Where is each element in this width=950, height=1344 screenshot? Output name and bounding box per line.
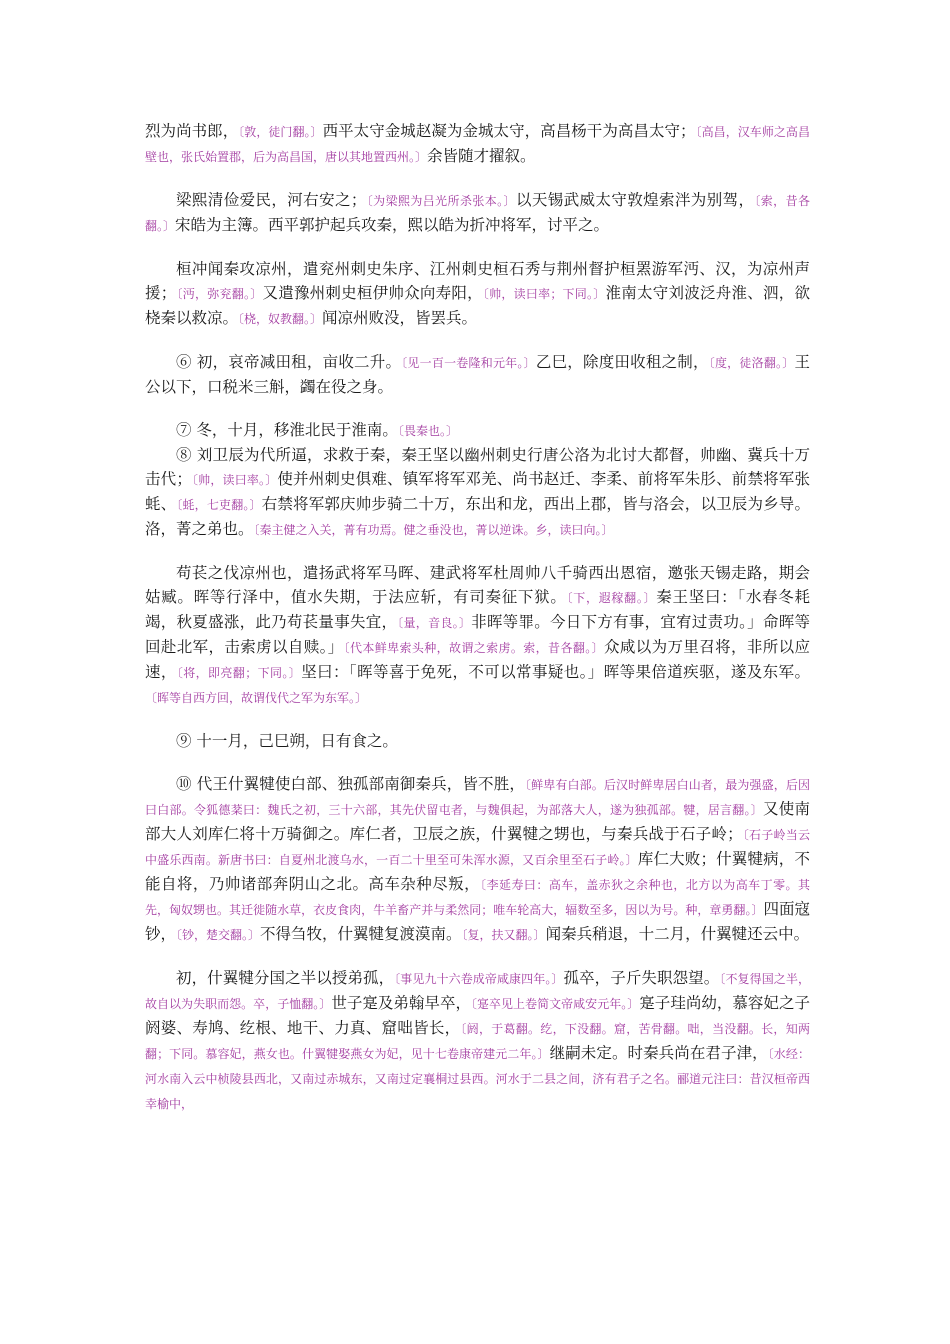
main-text: 四面寇钞， [145, 900, 810, 943]
main-text: 孤卒，子斤失职怨望。 [563, 969, 720, 987]
annotation-note: 〔事见九十六卷成帝咸康四年。〕 [394, 972, 564, 986]
annotation-note: 〔李延寿曰：高车，盖赤狄之余种也，北方以为高车丁零。其先，匈奴甥也。其迁徙随水草，衣皮食肉，牛羊畜产并与柔然同；唯车轮高大，辐数至多，因以为号。种，章勇翻。〕 [145, 878, 810, 917]
annotation-note: 〔阏，于葛翻。纥，下没翻。窟，苦骨翻。咄，当没翻。长，知两翻；下同。慕容妃，燕女也。什翼犍娶燕女为妃，见十七卷康帝建元二年。〕 [145, 1022, 810, 1061]
main-text: ⑥ 初，哀帝减田租，亩收二升。 [176, 353, 402, 371]
main-text: 乙巳，除度田收租之制， [535, 353, 709, 371]
paragraph [145, 188, 810, 238]
paragraph [145, 772, 810, 947]
annotation-note: 〔石子岭当云中盛乐西南。新唐书曰：自夏州北渡乌水，一百二十里至可朱浑水源，又百余里至石子岭。〕 [145, 828, 810, 867]
annotation-note: 〔不复得国之半，故自以为失职而怨。卒，子恤翻。〕 [145, 972, 810, 1011]
main-text: 坚曰：「晖等喜于免死，不可以常事疑也。」晖等果倍道疾驱，遂及东军。 [301, 663, 810, 681]
main-text: ⑨ 十一月，己巳朔，日有食之。 [176, 732, 398, 750]
annotation-note: 〔帅，读曰率。〕 [191, 473, 278, 487]
main-text: 使并州刺史俱难、镇军将军邓羌、尚书赵迁、李柔、前将军朱肜、前禁将军张蚝、 [145, 470, 810, 513]
paragraph [145, 443, 810, 542]
annotation-note: 〔索，昔各翻。〕 [145, 194, 810, 233]
paragraph [145, 119, 810, 169]
annotation-note: 〔晖等自西方回，故谓伐代之军为东军。〕 [145, 691, 368, 705]
main-text: 烈为尚书郎， [145, 122, 239, 140]
annotation-note: 〔敦，徒门翻。〕 [238, 125, 323, 139]
main-text: 寔子珪尚幼，慕容妃之子阏婆、寿鸠、纥根、地干、力真、窟咄皆长， [145, 994, 810, 1037]
main-text: 王公以下，口税米三斛，蠲在役之身。 [145, 353, 810, 396]
annotation-note: 〔高昌，汉车师之高昌壁也，张氏始置郡，后为高昌国，唐以其地置西州。〕 [145, 125, 810, 164]
annotation-note: 〔帅，读曰率；下同。〕 [482, 287, 606, 301]
annotation-note: 〔度，徒洛翻。〕 [708, 356, 795, 370]
main-text: ⑧ 刘卫辰为代所逼，求救于秦，秦王坚以幽州刺史行唐公洛为北讨大都督，帅幽、冀兵十万击代； [145, 446, 810, 488]
main-text: 闻秦兵稍退，十二月，什翼犍还云中。 [545, 925, 810, 943]
main-text: 桓冲闻秦攻凉州，遣兖州刺史朱序、江州刺史桓石秀与荆州督护桓罴游军沔、汉，为凉州声援； [145, 260, 810, 302]
main-text: 西平太守金城赵凝为金城太守，高昌杨干为高昌太守； [322, 122, 696, 140]
main-text: 众咸以为万里召将，非所以应速， [145, 638, 810, 681]
main-text: 闻凉州败没，皆罢兵。 [322, 309, 478, 327]
paragraph [145, 257, 810, 331]
paragraph [145, 561, 810, 710]
main-text: 宋皓为主簿。西平郭护起兵攻秦，熙以皓为折冲将军，讨平之。 [175, 216, 610, 234]
main-text: 又使南部大人刘库仁将十万骑御之。库仁者，卫辰之族，什翼犍之甥也，与秦兵战于石子岭； [145, 800, 810, 843]
annotation-note: 〔见一百一卷隆和元年。〕 [401, 356, 536, 370]
main-text: 淮南太守刘波泛舟淮、泗，欲桡秦以救凉。 [145, 284, 810, 327]
paragraph [145, 966, 810, 1116]
annotation-note: 〔钞，楚交翻。〕 [176, 928, 261, 942]
main-text: 苟苌之伐凉州也，遣扬武将军马晖、建武将军杜周帅八千骑西出恩宿，邀张天锡走路，期会姑臧。晖等行泽中，值水失期，于法应斩，有司奏征下狱。 [145, 564, 810, 606]
main-text: 不得刍牧，什翼犍复渡漠南。 [260, 925, 462, 943]
annotation-note: 〔寔卒见上卷简文帝咸安元年。〕 [470, 997, 640, 1011]
annotation-note: 〔畏秦也。〕 [397, 424, 458, 438]
main-text: 秦王坚曰：「水春冬耗竭，秋夏盛涨，此乃苟苌量事失宜， [145, 588, 810, 631]
main-text: 右禁将军郭庆帅步骑二十万，东出和龙，西出上郡，皆与洛会，以卫辰为乡导。洛，菁之弟也。 [145, 495, 810, 538]
paragraph [145, 729, 810, 753]
annotation-note: 〔沔，弥兖翻。〕 [176, 287, 263, 301]
main-text: 又遣豫州刺史桓伊帅众向寿阳， [262, 284, 483, 302]
annotation-note: 〔下，遐稼翻。〕 [566, 591, 657, 605]
annotation-note: 〔桡，奴教翻。〕 [238, 312, 323, 326]
main-text: ⑦ 冬，十月，移淮北民于淮南。 [176, 421, 398, 439]
paragraph [145, 350, 810, 399]
annotation-note: 〔蚝，七吏翻。〕 [176, 498, 262, 512]
annotation-note: 〔秦主健之入关，菁有功焉。健之垂没也，菁以逆诛。乡，读曰向。〕 [253, 523, 614, 537]
annotation-note: 〔代本鲜卑索头种，故谓之索虏。索，昔各翻。〕 [343, 641, 604, 655]
paragraph [145, 418, 810, 443]
main-text: 继嗣未定。时秦兵尚在君子津， [549, 1044, 768, 1062]
annotation-note: 〔复，扶又翻。〕 [461, 928, 546, 942]
main-text: 世子寔及弟翰早卒， [331, 994, 471, 1012]
document-page [145, 119, 810, 1135]
main-text: 余皆随才擢叙。 [427, 147, 536, 165]
annotation-note: 〔量，音良。〕 [397, 616, 472, 630]
main-text: 库仁大败；什翼犍病，不能自将，乃帅诸部奔阴山之北。高车杂种尽叛， [145, 850, 810, 893]
annotation-note: 〔将，即亮翻；下同。〕 [176, 666, 302, 680]
main-text: 初，什翼犍分国之半以授弟孤， [176, 969, 395, 987]
main-text: 梁熙清俭爱民，河右安之； [176, 191, 367, 209]
annotation-note: 〔水经：河水南入云中桢陵县西北，又南过赤城东，又南过定襄桐过县西。河水于二县之间，济有君子之名。郦道元注曰：昔汉桓帝西幸榆中， [145, 1047, 810, 1111]
main-text: ⑩ 代王什翼犍使白部、独孤部南御秦兵，皆不胜， [176, 775, 525, 793]
main-text: 以天锡武威太守敦煌索泮为别驾， [515, 191, 755, 209]
annotation-note: 〔为梁熙为吕光所杀张本。〕 [366, 194, 516, 208]
main-text: 非晖等罪。今日下方有事，宜宥过责功。」命晖等回赴北军，击索虏以自赎。」 [145, 613, 810, 656]
annotation-note: 〔鲜卑有白部。后汉时鲜卑居白山者，最为强盛，后因曰白部。令狐德棻曰：魏氏之初，三十六部，其先伏留屯者，与魏俱起，为部落大人，遂为独孤部。犍，居言翻。〕 [145, 778, 810, 817]
